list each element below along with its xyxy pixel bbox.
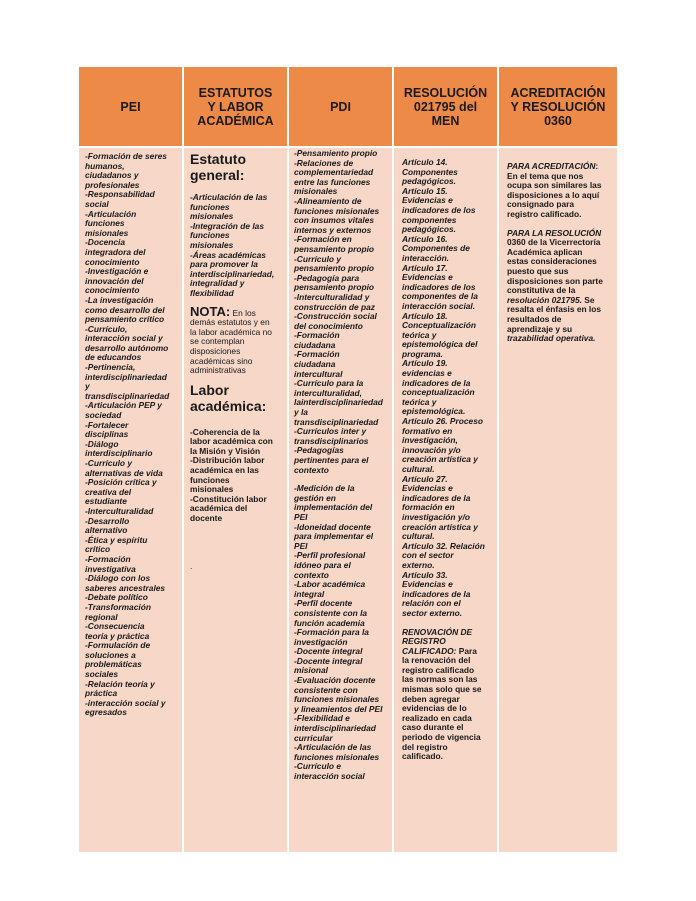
- pdi-line: pensamiento propio: [294, 282, 375, 293]
- pdi-line: y lineamientos del PEI: [294, 703, 383, 714]
- pei-line: soluciones a: [85, 649, 136, 660]
- renovacion-block: [402, 628, 497, 762]
- pdi-line: del conocimiento: [294, 320, 363, 331]
- pdi-list-1: [294, 149, 392, 475]
- pei-line: y: [85, 381, 90, 392]
- estatuto-line: interdisciplinariedad,: [190, 268, 275, 279]
- pei-line: social: [85, 198, 109, 209]
- pei-line: -Interculturalidad: [85, 505, 154, 516]
- pdi-line: -Flexibilidad e: [294, 713, 350, 724]
- resolucion-line: epistemológica.: [402, 406, 466, 417]
- pei-line: -Docencia: [85, 237, 126, 248]
- resolucion-line: Componentes: [402, 166, 458, 177]
- estatuto-general-heading: Estatuto general:: [190, 151, 246, 183]
- labor-line: -Distribución labor: [190, 455, 265, 466]
- nota-label: NOTA:: [190, 303, 231, 319]
- pdi-line: ciudadana: [294, 339, 336, 350]
- header-pei: [79, 67, 182, 146]
- pdi-line: para implementar el: [294, 531, 374, 542]
- pei-line: funciones: [85, 218, 125, 229]
- pei-line: -Ética y espíritu: [85, 534, 148, 545]
- renovacion-line: del registro: [402, 741, 448, 752]
- pei-line: -Relación teoría y: [85, 678, 155, 689]
- renovacion-line: calificado.: [402, 751, 443, 762]
- pdi-line: integral: [294, 588, 325, 599]
- pdi-line: contexto: [294, 464, 329, 475]
- pei-line: -La investigación: [85, 294, 154, 305]
- pdi-line: -Docente integral: [294, 646, 363, 657]
- pei-line: -Currículo,: [85, 323, 128, 334]
- pdi-line: interculturalidad,: [294, 387, 362, 398]
- pei-line: desarrollo autónomo: [85, 342, 169, 353]
- res-italic-tail: Se: [581, 294, 595, 305]
- renovacion-line: registro calificado: [402, 664, 475, 675]
- pei-line: egresados: [85, 707, 127, 718]
- pdi-line: pensamiento propio: [294, 243, 375, 254]
- resolucion-line: indicadores de la: [402, 588, 471, 599]
- resolucion-line: teórica y: [402, 396, 437, 407]
- header-acreditacion-label: ACREDITACIÓN Y RESOLUCIÓN 0360: [510, 85, 606, 128]
- pdi-line: -Articulación de las: [294, 742, 372, 753]
- pei-line: conocimiento: [85, 285, 140, 296]
- estatuto-line: -Áreas académicas: [190, 249, 266, 260]
- pei-line: misionales: [85, 227, 129, 238]
- text-line: resalta el énfasis en los: [507, 304, 602, 315]
- pei-line: -Currículo y: [85, 458, 132, 468]
- text-line: disposiciones a lo aquí: [507, 189, 600, 200]
- resolucion-line: Evidencias e: [402, 195, 453, 206]
- pdi-line: interdisciplinariedad: [294, 723, 376, 734]
- resolucion-line: Artículo 14.: [402, 157, 448, 167]
- pei-line: -Formación: [85, 553, 131, 564]
- pdi-line: con insumos vitales: [294, 215, 375, 226]
- pdi-line: -Alineamiento de: [294, 195, 362, 206]
- renovacion-label-last: CALIFICADO:: [402, 645, 457, 656]
- pdi-line: entre las funciones: [294, 176, 371, 187]
- pei-line: práctica: [85, 688, 118, 699]
- resolucion-line: investigación,: [402, 435, 458, 446]
- labor-line: misionales: [190, 484, 234, 495]
- pdi-line: -Docente integral: [294, 655, 363, 666]
- pei-column: [79, 148, 182, 852]
- resolucion-line: externo.: [402, 559, 435, 570]
- header-pdi: [289, 67, 392, 146]
- pei-line: -Fortalecer: [85, 419, 129, 430]
- estatuto-list: [190, 193, 287, 299]
- pei-line: interdisciplinariedad: [85, 371, 167, 382]
- nota-line: administrativas: [190, 365, 246, 376]
- resolucion-line: Artículo 17.: [402, 262, 448, 273]
- pdi-line: -Pedagogía para: [294, 272, 360, 283]
- text-line: constitutiva de la: [507, 285, 576, 296]
- resolucion-line: creación artística y: [402, 454, 478, 465]
- pei-line: profesionales: [85, 179, 140, 190]
- estatuto-line: -Articulación de las: [190, 192, 268, 202]
- resolucion-line: Artículo 27.: [402, 473, 448, 484]
- pei-line: -Desarrollo: [85, 515, 130, 526]
- header-pei-label: PEI: [120, 99, 141, 114]
- pei-line: -Articulación PEP y: [85, 400, 162, 411]
- resolucion-list: [402, 158, 497, 619]
- nota-line: la labor académica no: [190, 326, 272, 337]
- pei-line: transdisciplinariedad: [85, 390, 170, 401]
- pei-line: -Posición crítica y: [85, 477, 157, 488]
- pdi-line: -Construcción social: [294, 311, 377, 322]
- resolucion-line: Artículo 32. Relación: [402, 540, 485, 551]
- labor-line: académica del: [190, 503, 248, 514]
- renovacion-line: evidencias de lo: [402, 703, 467, 714]
- resolucion-line: indicadores de los: [402, 281, 476, 292]
- pei-line: estudiante: [85, 496, 127, 507]
- nota-block: [190, 303, 287, 376]
- pei-line: alternativo: [85, 525, 128, 536]
- estatuto-line: -Integración de las: [190, 220, 264, 231]
- resolucion-line: cultural.: [402, 531, 435, 542]
- pdi-line: lainterdisciplinariedad: [294, 397, 383, 408]
- pei-line: humanos,: [85, 160, 125, 171]
- pdi-line: consistente con la: [294, 607, 368, 618]
- text-line: ocupa son similares las: [507, 180, 602, 191]
- header-resolucion: [394, 67, 497, 146]
- resolucion-line: componentes: [402, 214, 457, 225]
- estatuto-line: funciones: [190, 201, 230, 212]
- pdi-line: transdisciplinariedad: [294, 416, 379, 427]
- pdi-line: -Medición de la: [294, 483, 355, 494]
- resolucion-line: interacción.: [402, 252, 450, 263]
- pei-line: crítico: [85, 544, 111, 555]
- pdi-line: y la: [294, 407, 308, 418]
- pei-line: saberes ancestrales: [85, 582, 166, 593]
- pei-line: sociales: [85, 669, 119, 680]
- pdi-line: pensamiento propio: [294, 263, 375, 274]
- header-pdi-label: PDI: [330, 99, 351, 114]
- resolucion-0360-block: [507, 229, 617, 344]
- pei-line: innovación del: [85, 275, 144, 286]
- resolucion-line: indicadores de los: [402, 204, 476, 215]
- text-line: estas consideraciones: [507, 256, 597, 267]
- pdi-line: implementación del: [294, 502, 373, 513]
- pei-line: -Transformación: [85, 601, 151, 612]
- resolucion-line: formativo en: [402, 425, 453, 436]
- resolucion-line: formación en: [402, 502, 455, 513]
- labor-list: [190, 428, 287, 524]
- pdi-line: PEI: [294, 540, 308, 551]
- pdi-line: consistente con: [294, 684, 358, 695]
- pdi-line: -Pedagogías: [294, 445, 344, 456]
- resolucion-line: indicadores de la: [402, 492, 471, 503]
- resolucion-line: interacción social.: [402, 300, 476, 311]
- renovacion-text-first: Para: [456, 645, 477, 656]
- pei-line: -Pertinencia,: [85, 362, 136, 373]
- pdi-line: funciones misionales: [294, 205, 380, 216]
- resolucion-line: relación con el: [402, 598, 461, 609]
- resolucion-line: Artículo 18.: [402, 310, 448, 321]
- resolucion-line: evidencias e: [402, 368, 452, 379]
- pdi-line: funciones misionales: [294, 694, 380, 705]
- resolucion-line: Artículo 19.: [402, 358, 448, 369]
- resolucion-line: Artículo 16.: [402, 233, 448, 244]
- pei-line: -interacción social y: [85, 697, 166, 708]
- pei-line: interdisciplinario: [85, 448, 153, 459]
- pei-line: investigativa: [85, 563, 136, 574]
- pei-line: -Articulación: [85, 208, 137, 219]
- resolucion-line: teórica y: [402, 329, 437, 340]
- resolucion-line: conceptualización: [402, 387, 475, 398]
- estatuto-line: para promover la: [190, 259, 258, 270]
- resolucion-line: programa.: [402, 348, 443, 359]
- pei-line: teoría y práctica: [85, 630, 150, 641]
- pdi-line: -Perfil profesional: [294, 550, 366, 561]
- pdi-line: -Formación para la: [294, 627, 369, 638]
- stray-dot: .: [190, 560, 193, 571]
- estatuto-line: misionales: [190, 239, 234, 250]
- nota-line: demás estatutos y en: [190, 317, 270, 328]
- resolucion-line: Artículo 33.: [402, 569, 448, 580]
- pei-line: como desarrollo del: [85, 304, 165, 315]
- header-estatutos-label: ESTATUTOS Y LABOR ACADÉMICA: [197, 85, 274, 128]
- labor-line: la Misión y Visión: [190, 445, 261, 456]
- pei-line: -Formulación de: [85, 640, 151, 651]
- text-line: puesto que sus: [507, 265, 569, 276]
- labor-line: -Coherencia de la: [190, 426, 260, 437]
- labor-line: académica en las: [190, 465, 259, 476]
- resolucion-line: pedagógicos.: [402, 176, 456, 187]
- pdi-line: -Formación: [294, 330, 340, 341]
- text-line: En el tema que nos: [507, 170, 584, 181]
- pdi-line: contexto: [294, 569, 329, 580]
- pdi-column: [289, 148, 392, 852]
- pdi-line: -Evaluación docente: [294, 675, 376, 686]
- labor-line: -Constitución labor: [190, 493, 267, 504]
- pdi-line: investigación: [294, 636, 348, 647]
- pdi-line: intercultural: [294, 368, 343, 379]
- nota-line: se contemplan: [190, 336, 245, 347]
- pei-line: -Diálogo con los: [85, 573, 151, 584]
- pdi-line: -Perfil docente: [294, 598, 353, 609]
- pei-line: disciplinas: [85, 429, 129, 440]
- pdi-line: complementariedad: [294, 167, 374, 178]
- renovacion-line: periodo de vigencia: [402, 732, 481, 743]
- pei-line: integradora del: [85, 246, 146, 257]
- res-italic-line-2: trazabilidad operativa.: [507, 333, 596, 344]
- pei-line: creativa del: [85, 486, 132, 497]
- pdi-list-2: [294, 484, 392, 781]
- labor-line: docente: [190, 513, 223, 524]
- text-line: registro calificado.: [507, 208, 582, 219]
- text-line: resultados de: [507, 313, 562, 324]
- resolucion-line: Evidencias e: [402, 579, 453, 590]
- estatutos-column: [184, 148, 287, 852]
- text-line: Académica aplican: [507, 246, 583, 257]
- resolucion-line: Evidencias e: [402, 272, 453, 283]
- acreditacion-column: [499, 148, 617, 852]
- header-estatutos: [184, 67, 287, 146]
- resolucion-line: cultural.: [402, 464, 435, 474]
- pei-line: interacción social y: [85, 333, 163, 344]
- renovacion-line: deben agregar: [402, 693, 460, 704]
- header-resolucion-label: RESOLUCIÓN 021795 del MEN: [403, 85, 488, 128]
- resolucion-line: Artículo 15.: [402, 185, 448, 196]
- pdi-line: curricular: [294, 732, 333, 743]
- nota-line: académicas sino: [190, 355, 253, 366]
- pei-line: pensamiento crítico: [85, 314, 165, 325]
- pdi-line: -Currículo e: [294, 761, 341, 772]
- renovacion-line: la renovación del: [402, 655, 471, 666]
- renovacion-line: realizado en cada: [402, 712, 472, 723]
- pei-line: -Diálogo: [85, 438, 119, 449]
- resolucion-column: [394, 148, 497, 852]
- pdi-line: -Currículo y: [294, 253, 341, 264]
- pdi-line: -Currículos inter y: [294, 426, 367, 437]
- pdi-line: -Interculturalidad y: [294, 291, 370, 302]
- renovacion-label-line: RENOVACIÓN DE: [402, 626, 473, 637]
- label-italic: PARA ACREDITACIÓN: [507, 161, 596, 171]
- text-line: 0360 de la Vicerrectoría: [507, 237, 601, 248]
- acreditacion-block: [507, 162, 617, 220]
- nota-line: disposiciones: [190, 345, 241, 356]
- pei-line: -Investigación e: [85, 266, 149, 277]
- text-line: aprendizaje y su: [507, 323, 573, 334]
- text-line: disposiciones son parte: [507, 275, 603, 286]
- resolucion-line: epistemológica del: [402, 339, 478, 350]
- pei-line: sociedad: [85, 410, 122, 421]
- nota-line: En los: [230, 307, 256, 318]
- estatuto-line: flexibilidad: [190, 287, 234, 298]
- pdi-line: -Pensamiento propio: [294, 148, 378, 158]
- estatuto-line: funciones: [190, 230, 230, 241]
- pdi-line: -Relaciones de: [294, 157, 354, 168]
- resolucion-line: innovación y/o: [402, 444, 461, 455]
- pdi-line: -Currículo para la: [294, 378, 364, 389]
- pdi-line: construcción de paz: [294, 301, 375, 312]
- pei-line: problemáticas: [85, 659, 142, 670]
- pei-line: de educandos: [85, 352, 142, 363]
- pdi-line: función academia: [294, 617, 365, 628]
- pdi-line: pertinentes para el: [294, 455, 369, 465]
- nota-text: [190, 308, 272, 376]
- pdi-line: -Idoneidad docente: [294, 521, 371, 532]
- pdi-line: funciones misionales: [294, 751, 380, 762]
- text-line: consignado para: [507, 199, 575, 210]
- pdi-line: gestión en: [294, 492, 336, 503]
- res-italic: resolución 021795.: [507, 294, 582, 305]
- resolucion-line: Artículo 26. Proceso: [402, 416, 483, 427]
- pei-line: -Responsabilidad: [85, 189, 155, 200]
- resolucion-line: Evidencias e: [402, 483, 453, 494]
- resolucion-line: Conceptualización: [402, 320, 476, 331]
- pdi-line: internos y externos: [294, 224, 372, 235]
- pei-line: conocimiento: [85, 256, 140, 267]
- pdi-line: misional: [294, 665, 328, 676]
- pei-line: -Consecuencia: [85, 621, 145, 632]
- resolucion-line: componentes de la: [402, 291, 478, 302]
- resolucion-line: con el sector: [402, 550, 454, 561]
- resolucion-line: investigación y/o: [402, 511, 470, 522]
- pdi-line: idóneo para el: [294, 559, 351, 570]
- header-acreditacion: [499, 67, 617, 146]
- resolucion-line: creación artística y: [402, 521, 478, 532]
- labor-line: funciones: [190, 474, 230, 485]
- res-label-line: PARA LA RESOLUCIÓN: [507, 227, 602, 238]
- pei-line: regional: [85, 611, 118, 622]
- pdi-line: PEI: [294, 511, 308, 522]
- pdi-line: -Formación en: [294, 234, 352, 245]
- pei-line: alternativas de vida: [85, 467, 163, 478]
- pdi-line: -Formación: [294, 349, 340, 360]
- pdi-line: transdisciplinarios: [294, 435, 369, 446]
- resolucion-line: indicadores de la: [402, 377, 471, 388]
- labor-academica-heading: Labor académica:: [190, 381, 267, 414]
- pei-line: -Formación de seres: [85, 151, 167, 161]
- pei-list: [85, 152, 182, 718]
- label-tail: :: [595, 161, 601, 171]
- renovacion-label-line: REGISTRO: [402, 636, 446, 647]
- resolucion-line: Componentes de: [402, 243, 470, 254]
- pdi-line: ciudadana: [294, 359, 336, 370]
- resolucion-line: sector externo.: [402, 607, 463, 618]
- estatuto-line: misionales: [190, 211, 234, 222]
- comparison-table: [79, 67, 617, 852]
- renovacion-line: caso durante el: [402, 722, 464, 733]
- renovacion-line: las normas son las: [402, 674, 478, 685]
- pei-line: -Debate político: [85, 592, 148, 603]
- pdi-line: -Labor académica: [294, 579, 366, 590]
- estatuto-line: integralidad y: [190, 278, 245, 289]
- resolucion-line: pedagógicos.: [402, 224, 456, 235]
- renovacion-line: mismas solo que se: [402, 684, 482, 695]
- pdi-line: interacción social: [294, 771, 365, 781]
- pei-line: ciudadanos y: [85, 170, 139, 181]
- labor-line: labor académica con: [190, 436, 273, 447]
- pdi-line: misionales: [294, 186, 338, 197]
